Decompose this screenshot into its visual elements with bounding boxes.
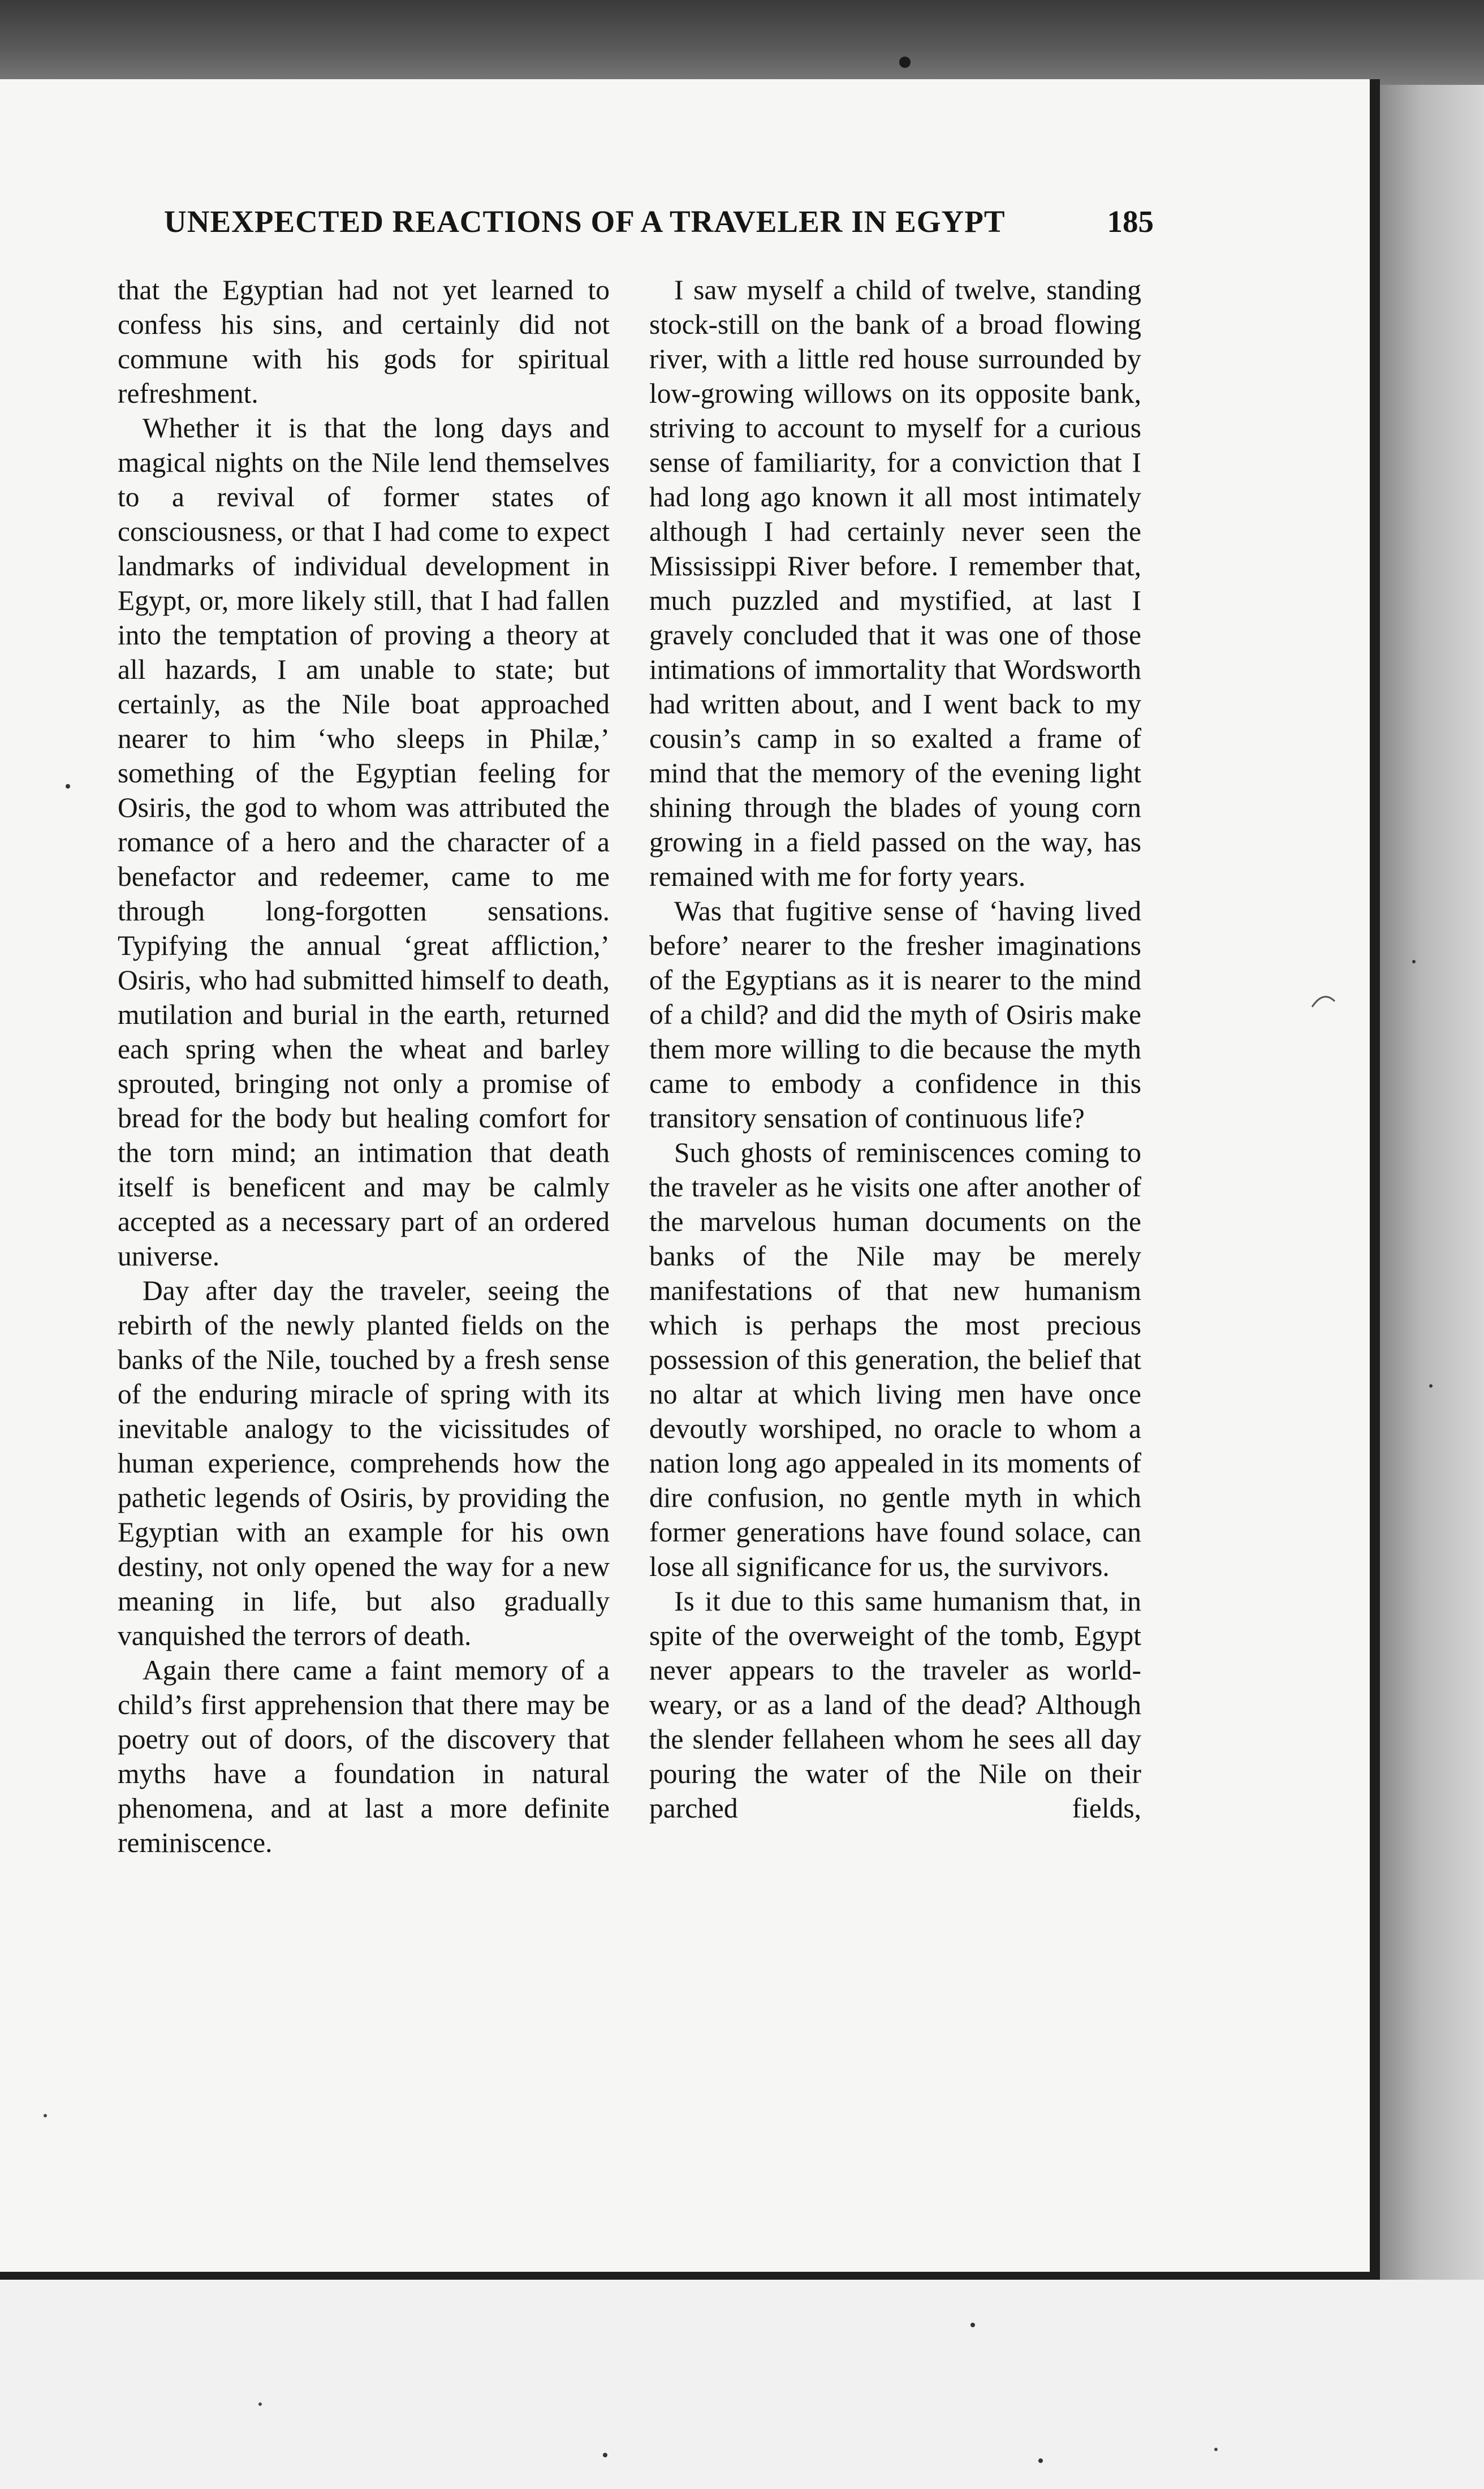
paragraph: Is it due to this same humanism that, in spite of the overweight of the tomb, Egypt never appears to the traveler as world-weary, or as a land of the dead? Although the slender fellaheen whom he sees all day pouring the water of the Nile on their parched fields, xyxy=(649,1586,1141,1824)
page-number: 185 xyxy=(1107,204,1154,239)
paragraph: Whether it is that the long days and magical nights on the Nile lend themselves to a revival of former states of consciousness, or that I had come to expect landmarks of individual development in Egypt, or, more likely still, that I had fallen into the temptation of proving a theory at all hazards, I am unable to state; but certainly, as the Nile boat approached nearer to him ‘who sleeps in Philæ,’ something of the Egyptian feeling for Osiris, the god to whom was attributed the romance of a hero and the character of a benefactor and redeemer, came to me through long-forgotten sensations. Typifying the annual ‘great affliction,’ Osiris, who had submitted himself to death, mutilation and burial in the earth, returned each spring when the wheat and barley sprouted, bringing not only a promise of bread for the body but healing comfort for the torn mind; an intimation that death itself is beneficent and may be calmly accepted as a necessary part of an ordered universe. xyxy=(118,412,610,1272)
paragraph: Such ghosts of reminiscences coming to the traveler as he visits one after another of the marvelous human documents on the banks of the Nile may be merely manifestations of that new humanism which is perhaps the most precious possession of this generation, the belief that no altar at which living men have once devoutly worshiped, no oracle to whom a nation long ago appealed in its moments of dire confusion, no gentle myth in which former generations have found solace, can lose all significance for us, the survivors. xyxy=(649,1137,1141,1582)
paragraph: I saw myself a child of twelve, standing stock-still on the bank of a broad flowing river, with a little red house surrounded by low-growing willows on its opposite bank, striving to account to myself for a curious sense of familiarity, for a conviction that I had long ago known it all most intimately although I had certainly never seen the Mississippi River before. I remember that, much puzzled and mystified, at last I gravely concluded that it was one of those intimations of immortality that Wordsworth had written about, and I went back to my cousin’s camp in so exalted a frame of mind that the memory of the evening light shining through the blades of young corn growing in a field passed on the way, has remained with me for forty years. xyxy=(649,274,1141,892)
running-title: UNEXPECTED REACTIONS OF A TRAVELER IN EGYPT xyxy=(164,204,1006,239)
paragraph: Day after day the traveler, seeing the rebirth of the newly planted fields on the banks of the Nile, touched by a fresh sense of the enduring miracle of spring with its inevitable analogy to the vicissitudes of human experience, comprehends how the pathetic legends of Osiris, by providing the Egyptian with an example for his own destiny, not only opened the way for a new meaning in life, but also gradually vanquished the terrors of death. xyxy=(118,1275,610,1651)
paragraph: Was that fugitive sense of ‘having lived before’ nearer to the fresher imaginations of the Egyptians as it is nearer to the mind of a child? and did the myth of Osiris make them more willing to die because the myth came to embody a confidence in this transitory sensation of continuous life? xyxy=(649,895,1141,1134)
paragraph: Again there came a faint memory of a child’s first apprehension that there may be poetry out of doors, of the discovery that myths have a foundation in natural phenomena, and at last a more definite reminiscence. xyxy=(118,1655,610,1858)
paragraph: that the Egyptian had not yet learned to confess his sins, and certainly did not commune with his gods for spiritual refreshment. xyxy=(118,274,610,409)
